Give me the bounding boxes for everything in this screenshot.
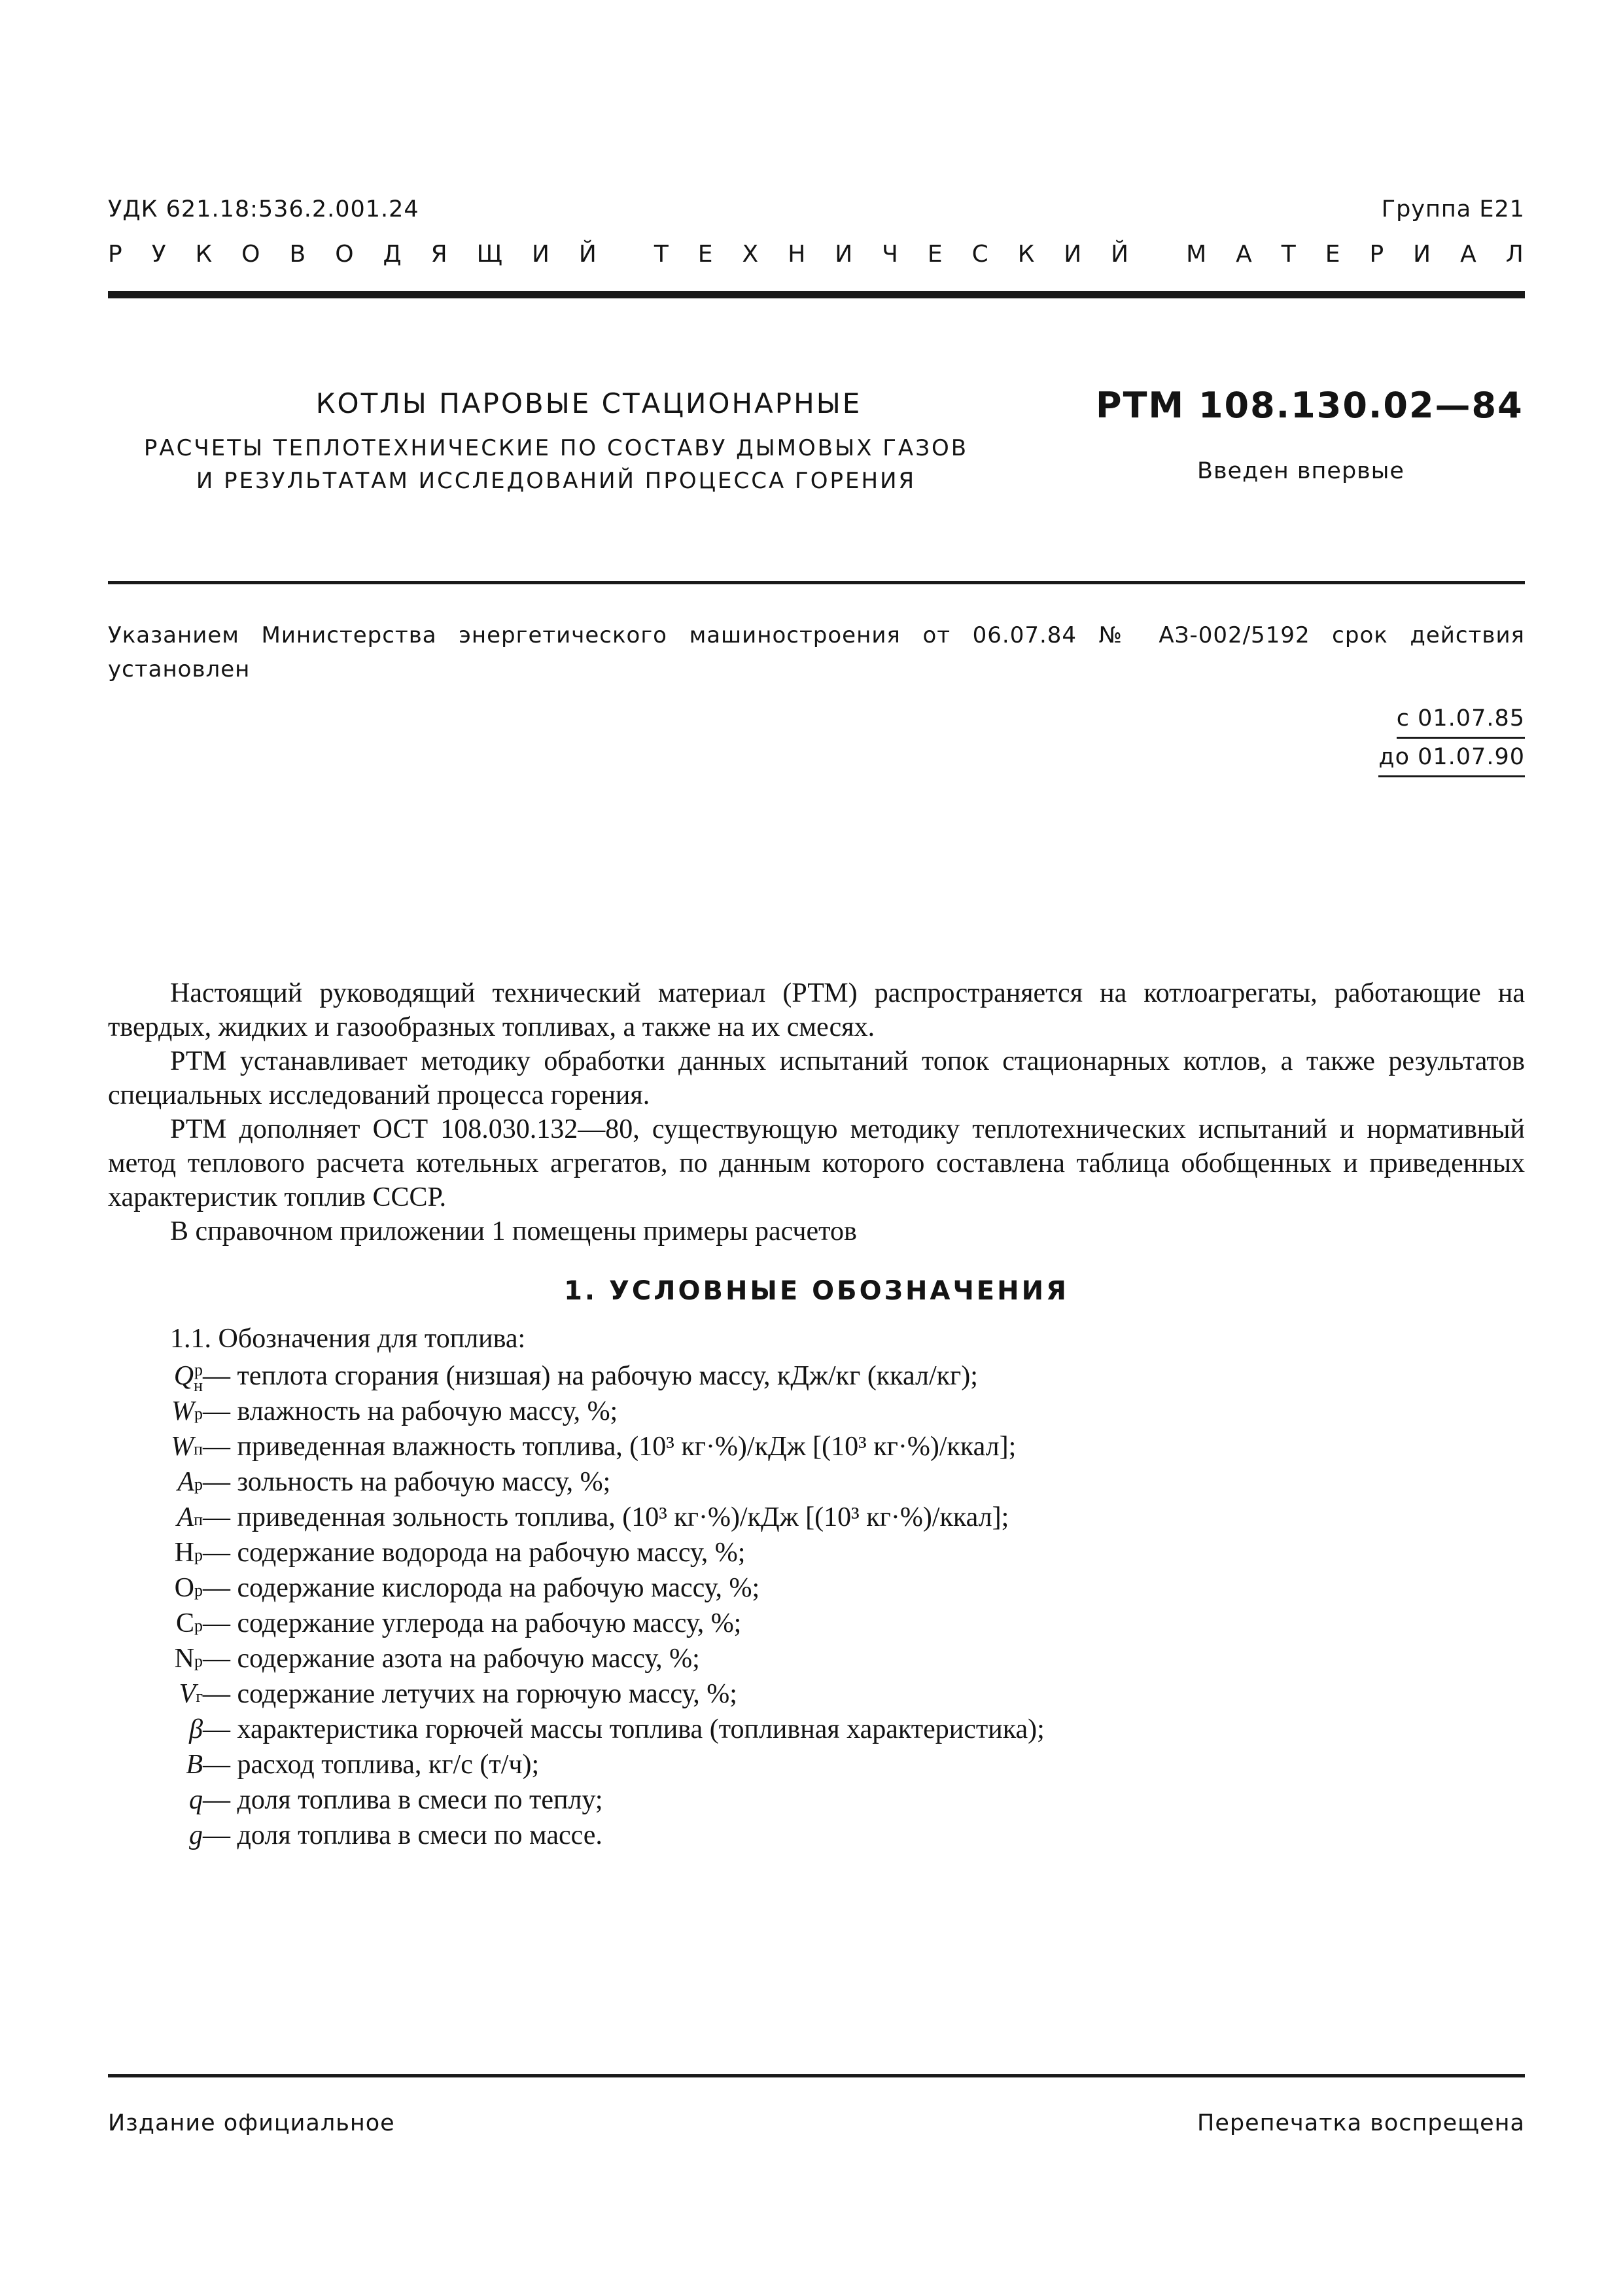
symbol (157, 1641, 203, 1676)
banner-letter: Я (430, 241, 449, 268)
definition-row (157, 1606, 1045, 1641)
document-subtitle (118, 432, 994, 497)
symbol-base: A (177, 1467, 194, 1498)
definition-text: — характеристика горючей массы топлива (топливная характеристика); (203, 1714, 1045, 1745)
symbol (157, 1747, 203, 1782)
symbol (157, 1818, 203, 1853)
title-rule (108, 581, 1525, 584)
definition-row (157, 1712, 1045, 1747)
symbol-superscript: р (194, 1545, 203, 1564)
symbol-superscript: р (194, 1474, 203, 1494)
symbol-base: H (174, 1538, 194, 1568)
definition-row (157, 1358, 1045, 1394)
symbol (157, 1782, 203, 1818)
definition-text: — доля топлива в смеси по теплу; (203, 1785, 603, 1816)
banner-letter: М (1186, 241, 1208, 268)
symbol-superscript: р (194, 1651, 203, 1670)
banner-letter: Й (578, 241, 598, 268)
document-title: КОТЛЫ ПАРОВЫЕ СТАЦИОНАРНЫЕ (315, 387, 862, 419)
banner-letter: Д (383, 241, 403, 268)
introduced-note: Введен впервые (1197, 458, 1405, 484)
banner-letter: И (835, 241, 854, 268)
banner-letter: О (335, 241, 355, 268)
banner-letter: Р (108, 241, 124, 268)
definition-text: — приведенная зольность топлива, (10³ кг·%)/кДж [(10³ кг·%)/ккал]; (203, 1502, 1009, 1533)
definition-text: — зольность на рабочую массу, %; (203, 1467, 611, 1498)
definition-row (157, 1464, 1045, 1500)
valid-from: с 01.07.85 (1397, 700, 1525, 739)
definition-text: — расход топлива, кг/с (т/ч); (203, 1750, 540, 1780)
banner-letter: Р (1369, 241, 1386, 268)
reprint-note: Перепечатка воспрещена (1197, 2110, 1525, 2136)
decree-text: Указанием Министерства энергетического машиностроения от 06.07.84 № АЗ-002/5192 срок действия установлен (108, 622, 1525, 682)
symbol (157, 1394, 203, 1429)
symbol-superscript: р (194, 1360, 203, 1380)
definition-text: — доля топлива в смеси по массе. (203, 1820, 602, 1851)
definition-text: — содержание азота на рабочую массу, %; (203, 1644, 700, 1674)
footer-rule (108, 2074, 1525, 2077)
banner-letter: Е (927, 241, 944, 268)
banner-letter: И (531, 241, 551, 268)
definition-row (157, 1782, 1045, 1818)
definition-text: — содержание водорода на рабочую массу, %; (203, 1538, 746, 1568)
definition-text: — приведенная влажность топлива, (10³ кг·%)/кДж [(10³ кг·%)/ккал]; (203, 1432, 1017, 1462)
definition-row (157, 1641, 1045, 1676)
banner-letter: Х (742, 241, 760, 268)
paragraph-2: РТМ устанавливает методику обработки данных испытаний топок стационарных котлов, а также результатов специальных исследований процесса горения. (108, 1046, 1525, 1110)
body-text (108, 976, 1525, 1248)
symbol-superscript: п (194, 1439, 203, 1458)
symbol-superscript: р (194, 1616, 203, 1635)
symbol (157, 1570, 203, 1606)
document-code: РТМ 108.130.02—84 (1096, 385, 1524, 426)
banner-letter: Т (1281, 241, 1297, 268)
symbol-base: g (189, 1820, 203, 1851)
symbol-superscript: р (194, 1404, 203, 1423)
symbol-base: W (171, 1396, 194, 1427)
symbol-superscript: р (194, 1580, 203, 1600)
definition-row (157, 1429, 1045, 1464)
banner-letter: К (1017, 241, 1036, 268)
paragraph-3: РТМ дополняет ОСТ 108.030.132—80, существующую методику теплотехнических испытаний и нормативный метод теплового расчета котельных агрегатов, по данным которого составлена таблица обобщенных и приведенных характеристик топлив СССР. (108, 1114, 1525, 1212)
banner-letter: А (1236, 241, 1253, 268)
definition-row (157, 1570, 1045, 1606)
banner-letter: С (971, 241, 990, 268)
banner-letter: А (1460, 241, 1478, 268)
banner-letter: И (1064, 241, 1083, 268)
definition-text: — теплота сгорания (низшая) на рабочую массу, кДж/кг (ккал/кг); (203, 1361, 978, 1391)
definition-text: — содержание летучих на горючую массу, %; (203, 1679, 737, 1710)
definition-text: — содержание кислорода на рабочую массу, %; (203, 1573, 760, 1604)
symbol (157, 1464, 203, 1500)
symbol-base: C (175, 1608, 194, 1639)
banner-letter: О (241, 241, 262, 268)
subtitle-line-2: И РЕЗУЛЬТАТАМ ИССЛЕДОВАНИЙ ПРОЦЕССА ГОРЕНИЯ (196, 468, 916, 494)
section-heading: 1. УСЛОВНЫЕ ОБОЗНАЧЕНИЯ (564, 1276, 1069, 1306)
banner-letter: Е (697, 241, 714, 268)
symbol (157, 1500, 203, 1535)
symbol (157, 1606, 203, 1641)
banner-letter: Щ (476, 241, 504, 268)
banner-letter: Ч (882, 241, 899, 268)
definition-row (157, 1676, 1045, 1712)
list-intro: 1.1. Обозначения для топлива: (170, 1324, 526, 1354)
symbol-base: q (189, 1785, 203, 1816)
symbol-base: Q (173, 1361, 194, 1391)
header-rule (108, 291, 1525, 298)
definition-text: — влажность на рабочую массу, %; (203, 1396, 618, 1427)
definition-row (157, 1394, 1045, 1429)
validity-period (1378, 700, 1525, 777)
definition-row (157, 1747, 1045, 1782)
symbol (157, 1429, 203, 1464)
banner-letter: В (289, 241, 307, 268)
definition-text: — содержание углерода на рабочую массу, %; (203, 1608, 742, 1639)
symbol-superscript: п (194, 1510, 203, 1529)
banner-letter: Й (1111, 241, 1130, 268)
symbol (157, 1535, 203, 1570)
group-code: Группа Е21 (1381, 196, 1525, 222)
banner-letter: У (151, 241, 167, 268)
symbol (157, 1358, 203, 1394)
symbol-base: V (179, 1679, 196, 1710)
symbol-base: β (189, 1714, 203, 1745)
subtitle-line-1: РАСЧЕТЫ ТЕПЛОТЕХНИЧЕСКИЕ ПО СОСТАВУ ДЫМОВЫХ ГАЗОВ (143, 435, 969, 461)
symbol-base: A (177, 1502, 194, 1533)
document-type-banner (108, 241, 1525, 268)
udk-code: УДК 621.18:536.2.001.24 (108, 196, 419, 222)
symbol-superscript: г (196, 1686, 203, 1706)
symbol-definitions (157, 1358, 1045, 1853)
paragraph-1: Настоящий руководящий технический материал (РТМ) распространяется на котлоагрегаты, работающие на твердых, жидких и газообразных топливах, а также на их смесях. (108, 978, 1525, 1042)
symbol-base: W (171, 1432, 194, 1462)
edition-note: Издание официальное (108, 2110, 395, 2136)
banner-letter: И (1413, 241, 1433, 268)
symbol-base: N (174, 1644, 194, 1674)
symbol-subscript: н (194, 1376, 203, 1396)
banner-letter: Т (654, 241, 670, 268)
symbol (157, 1676, 203, 1712)
symbol-base: O (174, 1573, 194, 1604)
symbol (157, 1712, 203, 1747)
banner-letter: К (195, 241, 214, 268)
banner-letter: Л (1505, 241, 1525, 268)
definition-row (157, 1500, 1045, 1535)
symbol-base: B (186, 1750, 203, 1780)
definition-row (157, 1535, 1045, 1570)
banner-letter: Н (788, 241, 807, 268)
banner-letter: Е (1325, 241, 1342, 268)
definition-row (157, 1818, 1045, 1853)
paragraph-4: В справочном приложении 1 помещены примеры расчетов (170, 1216, 857, 1246)
valid-to: до 01.07.90 (1378, 739, 1525, 777)
